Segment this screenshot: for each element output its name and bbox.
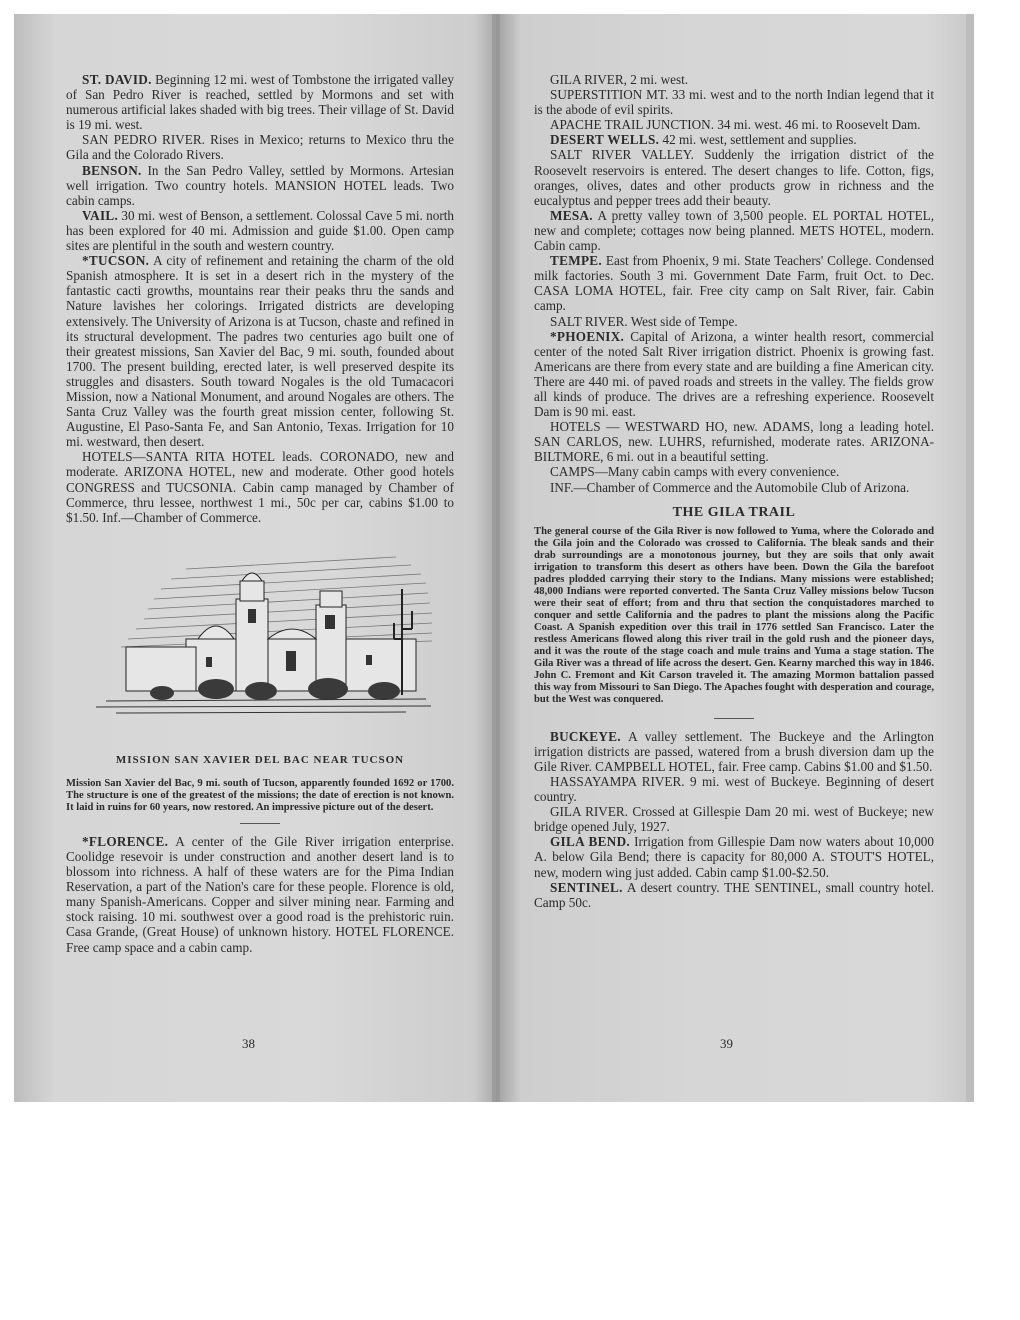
entry-text: INF.—Chamber of Commerce and the Automobile Club of Arizona.: [550, 479, 910, 495]
entry-text: HASSAYAMPA RIVER. 9 mi. west of Buckeye. Beginning of desert country.: [534, 774, 934, 805]
entry-text: A valley settlement. The Buckeye and the Arlington irrigation districts are passed, watered from a brush diversion dam up the Gile River. CAMPBELL HOTEL, fair. Free camp. Cabins $1.00 and $1.50.: [534, 728, 934, 774]
entry-heading: MESA.: [550, 207, 593, 223]
mission-illustration: [66, 539, 454, 749]
entry-salt-river-valley: [534, 147, 934, 207]
entry-text: GILA RIVER, 2 mi. west.: [550, 72, 689, 87]
entry-text: A desert country. THE SENTINEL, small country hotel. Camp 50c.: [534, 879, 934, 910]
entry-tucson-hotels: [66, 449, 454, 524]
entry-heading: SENTINEL.: [550, 879, 623, 895]
entry-text: GILA RIVER. Crossed at Gillespie Dam 20 mi. west of Buckeye; new bridge opened July, 1927.: [534, 804, 934, 835]
entry-text: SALT RIVER VALLEY. Suddenly the irrigation district of the Roosevelt reservoirs is entered. The desert changes to life. Cotton, figs, oranges, olives, dates and other products grow in richness and the eucalyptus and pepper trees add their beauty.: [534, 147, 934, 208]
entry-gila-river-dam: [534, 804, 934, 834]
entry-text: CAMPS—Many cabin camps with every convenience.: [550, 464, 840, 480]
entry-text: East from Phoenix, 9 mi. State Teachers' College. Condensed milk factories. South 3 mi. Government Date Farm, fruit Oct. to Dec. CASA LOMA HOTEL, fair. Free city camp on Salt River, fair. Cabin camp.: [534, 253, 935, 314]
entry-phoenix-inf: [534, 480, 934, 495]
entry-buckeye: [534, 729, 934, 774]
entry-heading: GILA BEND.: [550, 834, 630, 850]
entry-gila-bend: [534, 834, 934, 879]
entry-hassayampa-river: [534, 774, 934, 804]
entry-text: 30 mi. west of Benson, a settlement. Colossal Cave 5 mi. north has been explored for 40 mi. Admission and guide $1.00. Open camp sites are plentiful in the south and western country.: [66, 207, 455, 254]
entry-salt-river: [534, 314, 934, 329]
section-text: The general course of the Gila River is now followed to Yuma, where the Colorado and the Gila join and the Colorado was crossed to California. The bleak sands and their drab surroundings are a monotonous journey, but they are soils that only await irrigation to transform this desert as others have been. Down the Gila the barefoot padres plodded carrying their story to the Indians. Many missions were established; 48,000 Indians were reported converted. The Santa Cruz Valley missions below Tucson were their seat of effort; from and thru that section the conquistadores marched to conquer and settle California and the padres to plant the missions along the Pacific Coast. A Spanish expedition over this trail in 1776 settled San Francisco. Later the restless Americans flowed along this river trail in the gold rush and the pioneer days, and it was the route of the stage coach and mule trains and Yuma a stage station. The Gila River was a thread of life across the desert. Gen. Kearny marched this way in 1846. John C. Fremont and Kit Carson traveled it. The amazing Mormon battalion passed this way from Missouri to San Diego. The Apaches fought with desperation and courage, but the West was conquered.: [534, 525, 934, 705]
entry-heading: BENSON.: [82, 162, 142, 178]
book-gutter: [492, 14, 500, 1102]
entry-text: 42 mi. west, settlement and supplies.: [662, 132, 857, 148]
entry-sentinel: [534, 880, 934, 910]
entry-tempe: [534, 253, 934, 313]
illustration-caption-title: MISSION SAN XAVIER DEL BAC NEAR TUCSON: [115, 753, 405, 766]
entry-heading: TEMPE.: [550, 253, 602, 269]
divider-rule: [240, 823, 280, 824]
entry-gila-river: [534, 72, 934, 87]
left-column: [66, 72, 454, 955]
entry-heading: *PHOENIX.: [550, 328, 625, 344]
entry-heading: BUCKEYE.: [550, 728, 621, 744]
entry-text: HOTELS—SANTA RITA HOTEL leads. CORONADO, new and moderate. ARIZONA HOTEL, new and moderate. Other good hotels CONGRESS and TUCSONIA. Cabin camp managed by Chamber of Commerce, thru lessee, northwest 1 mi., 50c per car, cabins $1.00 to $1.50. Inf.—Chamber of Commerce.: [66, 449, 454, 525]
entry-text: HOTELS — WESTWARD HO, new. ADAMS, long a leading hotel. SAN CARLOS, new. LUHRS, refurnished, moderate rates. ARIZONA-BILTMORE, 6 mi. out in a beautiful setting.: [534, 419, 934, 465]
entry-phoenix-hotels: [534, 419, 934, 464]
right-column: [534, 72, 934, 910]
book-scan: [14, 14, 974, 1102]
entry-phoenix-camps: [534, 464, 934, 479]
entry-san-pedro-river: [66, 132, 454, 162]
entry-text: SUPERSTITION MT. 33 mi. west and to the north Indian legend that it is the abode of evil spirits.: [534, 87, 934, 118]
entry-text: APACHE TRAIL JUNCTION. 34 mi. west. 46 mi. to Roosevelt Dam.: [550, 117, 921, 133]
entry-text: A center of the Gile River irrigation enterprise. Coolidge resevoir is under construction and another desert land is to blossom into richness. A half of these waters are for the Pima Indian Reservation, a part of the Nation's care for these people. Florence is old, many Spanish-Americans. Copper and silver mining near. Farming and stock raising. 10 mi. southwest over a good road is the prehistoric ruin. Casa Grande, (Great House) of unknown history. HOTEL FLORENCE. Free camp space and a cabin camp.: [66, 833, 455, 955]
entry-text: SAN PEDRO RIVER. Rises in Mexico; returns to Mexico thru the Gila and the Colorado Rivers.: [66, 132, 454, 163]
entry-st-david: [66, 72, 454, 132]
entry-vail: [66, 208, 454, 253]
entry-text: A pretty valley town of 3,500 people. EL PORTAL HOTEL, new and complete; cottages now being planned. METS HOTEL, modern. Cabin camp.: [534, 207, 934, 254]
entry-heading: *FLORENCE.: [82, 833, 169, 849]
entry-text: Irrigation from Gillespie Dam now waters about 10,000 A. below Gila Bend; there is capacity for 80,000 A. STOUT'S HOTEL, new, modern wing just added. Cabin camp $1.00-$2.50.: [534, 834, 934, 880]
entry-tucson: [66, 253, 454, 449]
entry-florence: [66, 834, 454, 955]
section-title: THE GILA TRAIL: [672, 504, 796, 520]
page-edge: [966, 14, 974, 1102]
entry-heading: VAIL.: [82, 207, 119, 223]
page-number-left: 38: [242, 1036, 255, 1051]
entry-text: In the San Pedro Valley, settled by Mormons. Artesian well irrigation. Two country hotels. MANSION HOTEL leads. Two cabin camps.: [66, 162, 454, 208]
entry-apache-trail: [534, 117, 934, 132]
entry-heading: ST. DAVID.: [82, 72, 152, 87]
entry-phoenix: [534, 329, 934, 420]
divider-rule: [714, 718, 754, 719]
entry-text: A city of refinement and retaining the charm of the old Spanish atmosphere. It is set in a desert rich in the mystery of the fantastic cacti growths, mountains rear their peaks thru the sands and Nature lavishes her colorings. Irrigated districts are developing extensively. The University of Arizona is at Tucson, chaste and refined in its structural development. The padres two centuries ago built one of their greatest missions, San Xavier del Bac, 9 mi. south, founded about 1700. The present building, erected later, is well preserved despite its struggles and disasters. South toward Nogales is the old Tumacacori Mission, now a National Monument, and around Nogales are others. The Santa Cruz Valley was the fourth great mission center, following St. Augustine, El Paso-Santa Fe, and San Antonio, Texas. Irrigation for 10 mi. westward, then desert.: [66, 253, 454, 450]
entry-heading: *TUCSON.: [82, 253, 150, 269]
entry-desert-wells: [534, 132, 934, 147]
entry-benson: [66, 163, 454, 208]
entry-text: SALT RIVER. West side of Tempe.: [550, 313, 738, 329]
entry-text: Beginning 12 mi. west of Tombstone the irrigated valley of San Pedro River is reached, settled by Mormons and set with numerous artificial lakes shaded with big trees. Their village of St. David is 19 mi. west.: [66, 72, 454, 133]
entry-heading: DESERT WELLS.: [550, 132, 660, 148]
entry-text: Capital of Arizona, a winter health resort, commercial center of the noted Salt River irrigation district. Phoenix is growing fast. Americans are there from every state and are building a fine American city. There are 440 mi. of paved roads and streets in the valley. The fields grow all kinds of produce. The drives are a refreshing experience. Roosevelt Dam is 90 mi. east.: [534, 328, 935, 420]
entry-superstition-mt: [534, 87, 934, 117]
page-number-right: 39: [720, 1036, 733, 1051]
entry-mesa: [534, 208, 934, 253]
illustration-caption-text: Mission San Xavier del Bac, 9 mi. south of Tucson, apparently founded 1692 or 1700. The structure is one of the greatest of the missions; the date of erection is not known. It laid in ruins for 60 years, now restored. An impressive picture out of the desert.: [66, 777, 454, 813]
